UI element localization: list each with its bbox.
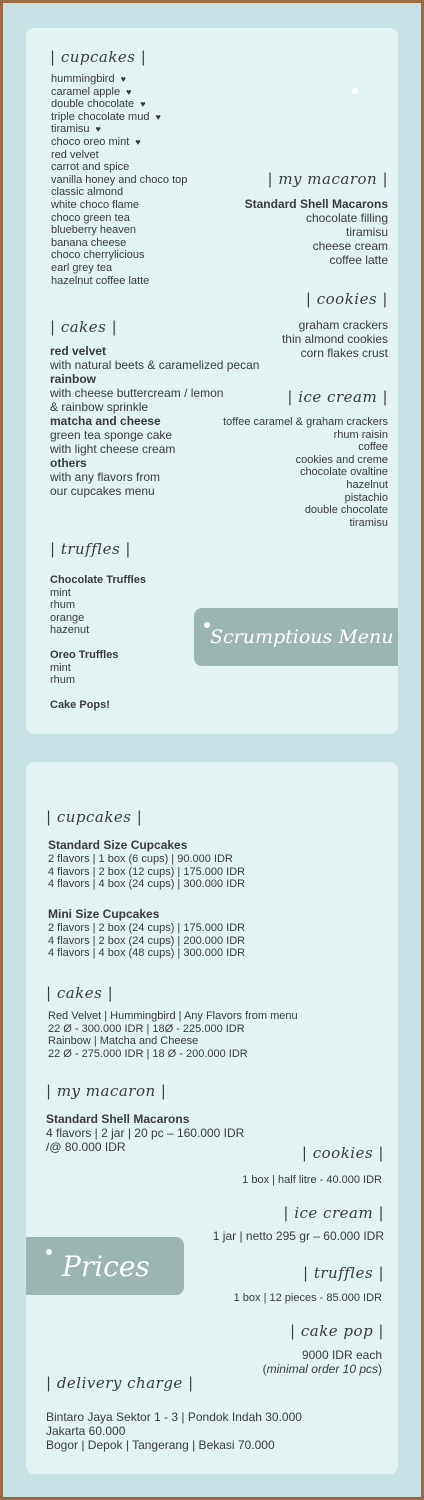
prices-banner-text: Prices <box>62 1249 150 1283</box>
cupcake-item <box>51 136 187 149</box>
cakes-line: with any flavors from <box>50 470 161 484</box>
macaron-item: chocolate filling <box>305 211 388 225</box>
cupcake-item <box>51 275 187 288</box>
cakes-line: green tea sponge cake <box>50 428 173 442</box>
cupcake-item <box>51 123 187 136</box>
prices-card <box>26 762 398 1474</box>
macaron-item: tiramisu <box>345 225 388 239</box>
heart-icon: ♥ <box>140 99 146 110</box>
truffles-line: rhum <box>50 599 76 612</box>
menu-truffles-heading: | truffles | <box>50 540 131 558</box>
prices-truffles-line: 1 box | 12 pieces - 85.000 IDR <box>233 1292 382 1304</box>
prices-mini-list <box>48 922 245 960</box>
menu-cupcakes-list <box>51 73 187 287</box>
cakes-line: & rainbow sprinkle <box>50 400 149 414</box>
cupcake-item-label: blueberry heaven <box>51 224 137 237</box>
cupcake-item <box>51 98 187 111</box>
cupcake-item <box>51 224 187 237</box>
truffles-line: rhum <box>50 674 76 687</box>
prices-cakepop-line2 <box>263 1362 382 1376</box>
cupcake-item-label: double chocolate <box>51 98 135 111</box>
cookies-item: thin almond cookies <box>281 332 388 346</box>
cupcake-item-label: tiramisu <box>51 123 90 136</box>
heart-icon: ♥ <box>135 136 141 147</box>
cupcake-item <box>51 237 187 250</box>
cupcake-item-label: caramel apple <box>51 85 121 98</box>
prices-cakepop-heading: | cake pop | <box>290 1322 384 1340</box>
cupcake-item-label: red velvet <box>51 148 99 161</box>
cupcake-item <box>51 161 187 174</box>
macaron-item: coffee latte <box>329 253 388 267</box>
icecream-item: chocolate ovaltine <box>299 466 388 479</box>
standard-price-line: 4 flavors | 4 box (24 cups) | 300.000 IDR <box>48 878 246 891</box>
cupcake-item-label: carrot and spice <box>51 161 130 174</box>
cupcake-item-label: choco cherrylicious <box>51 249 145 262</box>
macaron-price-line: /@ 80.000 IDR <box>46 1140 126 1154</box>
standard-price-line: 2 flavors | 1 box (6 cups) | 90.000 IDR <box>48 853 233 865</box>
icecream-item: coffee <box>358 441 388 454</box>
banner-dot <box>46 1249 52 1255</box>
truffles-line: Oreo Truffles <box>50 648 119 661</box>
prices-cakes-heading: | cakes | <box>46 984 114 1002</box>
prices-icecream-line: 1 jar | netto 295 gr – 60.000 IDR <box>212 1229 384 1243</box>
macaron-item: cheese cream <box>312 239 388 253</box>
prices-macaron-title: Standard Shell Macarons <box>46 1112 190 1126</box>
menu-icecream-heading: | ice cream | <box>287 388 388 406</box>
prices-cakes-list <box>48 1010 298 1060</box>
menu-banner <box>194 608 398 666</box>
cakes-line: others <box>50 456 87 470</box>
prices-delivery-heading: | delivery charge | <box>46 1374 194 1392</box>
cupcake-item-label: vanilla honey and choco top <box>51 173 188 186</box>
cupcake-item-label: choco oreo mint <box>51 135 130 148</box>
cupcake-item <box>51 111 187 124</box>
menu-cookies-list <box>282 318 388 360</box>
cupcake-item-label: earl grey tea <box>51 261 113 274</box>
icecream-item: cookies and creme <box>295 453 388 466</box>
cupcake-item-label: hummingbird <box>51 73 115 85</box>
menu-macaron-list <box>306 211 388 267</box>
cupcake-item-label: hazelnut coffee latte <box>51 274 150 287</box>
cupcake-item-label: white choco flame <box>51 198 140 211</box>
truffles-line: mint <box>50 586 71 599</box>
icecream-item: hazelnut <box>346 478 388 491</box>
heart-icon: ♥ <box>155 111 161 122</box>
cakes-price-line: 22 Ø - 300.000 IDR | 18Ø - 225.000 IDR <box>48 1022 245 1035</box>
delivery-line: Jakarta 60.000 <box>46 1424 126 1438</box>
cakes-line: with cheese buttercream / lemon <box>50 386 224 400</box>
cupcake-item-label: classic almond <box>51 186 124 199</box>
cakes-line: red velvet <box>50 344 107 358</box>
cupcake-item-label: choco green tea <box>51 211 130 224</box>
truffles-line: mint <box>50 661 71 674</box>
menu-cookies-heading: | cookies | <box>305 290 388 308</box>
macaron-price-line: 4 flavors | 2 jar | 20 pc – 160.000 IDR <box>46 1126 245 1140</box>
standard-price-line: 4 flavors | 2 box (12 cups) | 175.000 IDR <box>48 865 246 878</box>
icecream-item: toffee caramel & graham crackers <box>223 416 388 428</box>
menu-macaron-title: Standard Shell Macarons <box>244 197 388 211</box>
cupcake-item <box>51 262 187 275</box>
truffles-line <box>50 687 146 699</box>
mini-price-line: 4 flavors | 4 box (48 cups) | 300.000 IDR <box>48 947 246 960</box>
prices-standard-list <box>48 853 245 891</box>
cakes-line: our cupcakes menu <box>50 484 155 498</box>
heart-icon: ♥ <box>95 124 101 135</box>
heart-icon: ♥ <box>120 74 126 84</box>
menu-card <box>26 28 398 734</box>
cookies-item: corn flakes crust <box>300 346 388 360</box>
icecream-item: tiramisu <box>349 516 388 529</box>
cookies-item: graham crackers <box>298 318 388 332</box>
prices-mini-title: Mini Size Cupcakes <box>48 907 160 921</box>
mini-price-line: 2 flavors | 2 box (24 cups) | 175.000 IDR <box>48 922 246 934</box>
menu-macaron-heading: | my macaron | <box>267 170 388 188</box>
cakes-line: with natural beets & caramelized pecan <box>50 358 260 372</box>
prices-macaron-list <box>46 1126 244 1154</box>
cupcake-item <box>51 86 187 99</box>
menu-cakes-heading: | cakes | <box>50 318 118 336</box>
prices-banner <box>26 1237 184 1295</box>
cakes-price-line: Rainbow | Matcha and Cheese <box>48 1035 199 1048</box>
truffles-line: Cake Pops! <box>50 698 110 711</box>
prices-cookies-line: 1 box | half litre - 40.000 IDR <box>242 1174 382 1186</box>
cupcake-item <box>51 249 187 262</box>
cupcake-item <box>51 73 187 86</box>
cupcake-item <box>51 174 187 187</box>
cakes-line: with light cheese cream <box>50 442 176 456</box>
delivery-line: Bintaro Jaya Sektor 1 - 3 | Pondok Indah 30.000 <box>46 1410 302 1424</box>
prices-cakepop-text <box>263 1348 382 1376</box>
cupcake-item <box>51 212 187 225</box>
prices-truffles-heading: | truffles | <box>303 1264 384 1282</box>
prices-cookies-heading: | cookies | <box>301 1144 384 1162</box>
cakes-price-line: 22 Ø - 275.000 IDR | 18 Ø - 200.000 IDR <box>48 1047 248 1060</box>
truffles-line: Chocolate Truffles <box>50 574 146 586</box>
paren-open: ( <box>262 1362 267 1376</box>
menu-icecream-list <box>223 416 388 529</box>
cupcake-item-label: banana cheese <box>51 236 127 249</box>
heart-dot <box>352 88 358 94</box>
prices-cupcakes-heading: | cupcakes | <box>46 808 143 826</box>
prices-cakepop-line1: 9000 IDR each <box>301 1348 382 1362</box>
cakes-line: rainbow <box>50 372 97 386</box>
paren-close: ) <box>378 1362 382 1376</box>
menu-cupcakes-heading: | cupcakes | <box>50 48 147 66</box>
menu-banner-text: Scrumptious Menu <box>210 626 394 648</box>
banner-dot <box>204 622 210 628</box>
icecream-item: double chocolate <box>304 504 388 517</box>
icecream-item: pistachio <box>344 491 388 504</box>
prices-standard-title: Standard Size Cupcakes <box>48 838 188 852</box>
cakes-line: matcha and cheese <box>50 414 161 428</box>
heart-icon: ♥ <box>126 86 132 97</box>
prices-icecream-heading: | ice cream | <box>283 1204 384 1222</box>
truffles-line: hazenut <box>50 624 90 637</box>
truffles-line <box>50 637 146 649</box>
truffles-line: orange <box>50 611 85 624</box>
cupcake-item-label: triple chocolate mud <box>51 110 150 123</box>
menu-truffles-list <box>50 574 146 711</box>
prices-macaron-heading: | my macaron | <box>46 1082 167 1100</box>
delivery-line: Bogor | Depok | Tangerang | Bekasi 70.000 <box>46 1438 275 1452</box>
cakes-price-line: Red Velvet | Hummingbird | Any Flavors from menu <box>48 1010 298 1022</box>
cupcake-item <box>51 186 187 199</box>
cupcake-item <box>51 199 187 212</box>
icecream-item: rhum raisin <box>333 428 388 441</box>
cakepop-minimum: minimal order 10 pcs <box>266 1362 378 1376</box>
mini-price-line: 4 flavors | 2 box (24 cups) | 200.000 IDR <box>48 934 246 947</box>
cupcake-item <box>51 149 187 162</box>
prices-delivery-list <box>46 1410 302 1452</box>
